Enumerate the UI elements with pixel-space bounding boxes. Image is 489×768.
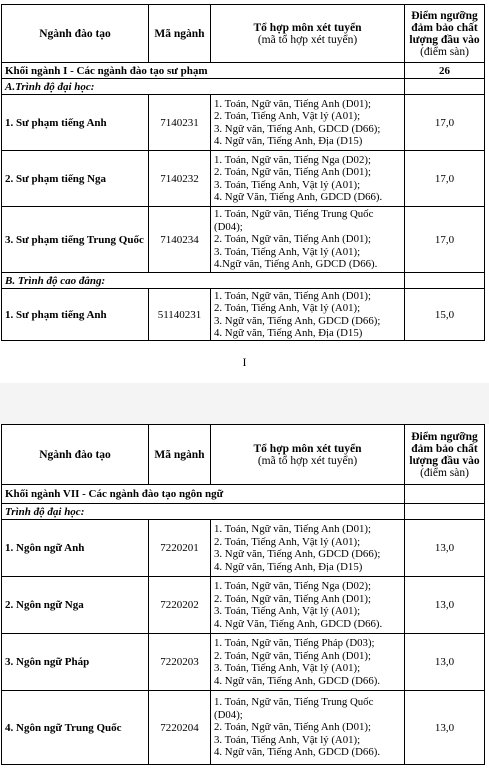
combination-item: 3. Toán, Tiếng Anh, Vật lý (A01);: [214, 733, 361, 746]
combination-item: 3. Ngữ văn, Tiếng Anh, GDCD (D66);: [214, 122, 381, 135]
header-combination-sub: (mã tổ hợp xét tuyển): [257, 33, 358, 46]
table-row: [2, 634, 485, 691]
threshold-score: 13,0: [405, 691, 485, 765]
combination-item: 3. Ngữ văn, Tiếng Anh, GDCD (D66);: [214, 548, 381, 560]
threshold-score: 13,0: [405, 577, 485, 634]
combination-list: [211, 634, 405, 691]
combination-item: 1. Toán, Ngữ văn, Tiếng Trung Quốc: [214, 696, 374, 709]
threshold-score: 13,0: [405, 520, 485, 577]
combination-item: 2. Toán, Ngữ văn, Tiếng Anh (D01);: [214, 721, 371, 734]
combination-item: 4.Ngữ văn, Tiếng Anh, GDCD (D66).: [214, 258, 378, 271]
combination-item: 2. Toán, Ngữ văn, Tiếng Anh (D01);: [214, 233, 371, 246]
combination-list: [211, 151, 405, 207]
major-code: 7140232: [149, 151, 211, 207]
table-row: [2, 151, 485, 207]
combination-list: [211, 207, 405, 273]
combination-list: [211, 520, 405, 577]
table-header-row: [2, 425, 485, 485]
combination-item: 3. Ngữ văn, Tiếng Anh, GDCD (D66);: [214, 314, 381, 327]
combination-item: 2. Toán, Tiếng Anh, Vật lý (A01);: [214, 110, 361, 122]
header-combination: [211, 425, 405, 485]
combination-item: 2. Toán, Tiếng Anh, Vật lý (A01);: [214, 535, 361, 548]
table-row: [2, 207, 485, 273]
combination-item: 2. Toán, Ngữ văn, Tiếng Anh (D01);: [214, 592, 371, 605]
header-threshold-line: lượng đầu vào: [409, 33, 480, 46]
table-row: [2, 520, 485, 577]
level-title: Trình độ đại học:: [2, 504, 405, 520]
major-name: 1. Ngôn ngữ Anh: [2, 520, 149, 577]
header-combination-title: Tổ hợp môn xét tuyển: [253, 21, 362, 34]
header-threshold-line: đảm bảo chất: [411, 442, 478, 455]
combination-item: 1. Toán, Ngữ văn, Tiếng Trung Quốc: [214, 208, 374, 221]
group-score: [405, 485, 485, 504]
combination-item: 4. Ngữ văn, Tiếng Anh, Địa (D15): [214, 560, 363, 573]
threshold-score: 17,0: [405, 151, 485, 207]
combination-item: 1. Toán, Ngữ văn, Tiếng Anh (D01);: [214, 97, 371, 110]
level-empty-cell: [405, 273, 485, 289]
table-row: [2, 691, 485, 765]
header-combination-title: Tổ hợp môn xét tuyển: [253, 442, 362, 455]
header-combination-sub: (mã tổ hợp xét tuyển): [257, 454, 358, 467]
combination-item: 4. Ngữ văn, Tiếng Anh, GDCD (D66).: [214, 746, 381, 759]
header-threshold-line: Điểm ngưỡng: [411, 9, 478, 22]
level-row: [2, 504, 485, 520]
major-name: 4. Ngôn ngữ Trung Quốc: [2, 691, 149, 765]
combination-item: 3. Toán, Tiếng Anh, Vật lý (A01);: [214, 245, 361, 258]
threshold-score: 17,0: [405, 207, 485, 273]
major-name: 1. Sư phạm tiếng Anh: [2, 95, 149, 151]
document-page-2: [0, 424, 489, 768]
combination-item: (D04);: [214, 220, 243, 233]
header-threshold: [405, 5, 485, 63]
page-separator: [0, 383, 489, 424]
combination-item: 3. Toán, Tiếng Anh, Vật lý (A01);: [214, 178, 361, 191]
level-row: [2, 273, 485, 289]
header-major: Ngành đào tạo: [2, 5, 149, 63]
combination-item: 4. Ngữ Văn, Tiếng Anh, GDCD (D66).: [214, 191, 383, 203]
header-combination: [211, 5, 405, 63]
combination-item: (D04);: [214, 708, 243, 721]
major-code: 7140231: [149, 95, 211, 151]
major-name: 1. Sư phạm tiếng Anh: [2, 289, 149, 341]
combination-item: 4. Ngữ Văn, Tiếng Anh, GDCD (D66).: [214, 617, 383, 630]
group-score: 26: [405, 63, 485, 79]
level-row: [2, 79, 485, 95]
table-header-row: [2, 5, 485, 63]
major-code: 7140234: [149, 207, 211, 273]
major-code: 7220203: [149, 634, 211, 691]
threshold-score: 13,0: [405, 634, 485, 691]
level-empty-cell: [405, 79, 485, 95]
header-threshold: [405, 425, 485, 485]
combination-item: 1. Toán, Ngữ văn, Tiếng Pháp (D03);: [214, 637, 375, 649]
combination-list: [211, 95, 405, 151]
header-major: Ngành đào tạo: [2, 425, 149, 485]
header-code: Mã ngành: [149, 425, 211, 485]
major-name: 2. Ngôn ngữ Nga: [2, 577, 149, 634]
combination-item: 1. Toán, Ngữ văn, Tiếng Anh (D01);: [214, 523, 371, 535]
combination-item: 3. Toán, Tiếng Anh, Vật lý (A01);: [214, 605, 361, 617]
combination-item: 4. Ngữ văn, Tiếng Anh, Địa (D15): [214, 327, 363, 339]
major-name: 2. Sư phạm tiếng Nga: [2, 151, 149, 207]
header-threshold-line: Điểm ngưỡng: [411, 430, 478, 443]
combination-item: 2. Toán, Tiếng Anh, Vật lý (A01);: [214, 302, 361, 314]
header-threshold-line: đảm bảo chất: [411, 21, 478, 34]
threshold-score: 15,0: [405, 289, 485, 341]
combination-item: 4. Ngữ văn, Tiếng Anh, GDCD (D66).: [214, 674, 381, 687]
table-row: [2, 95, 485, 151]
combination-list: [211, 289, 405, 341]
major-code: 51140231: [149, 289, 211, 341]
admission-table-2: [1, 424, 485, 765]
header-code: Mã ngành: [149, 5, 211, 63]
combination-list: [211, 577, 405, 634]
major-code: 7220202: [149, 577, 211, 634]
header-threshold-line: lượng đầu vào: [409, 454, 480, 467]
group-title: Khối ngành I - Các ngành đào tạo sư phạm: [2, 63, 405, 79]
combination-item: 1. Toán, Ngữ văn, Tiếng Nga (D02);: [214, 580, 371, 592]
combination-item: 3. Toán, Tiếng Anh, Vật lý (A01);: [214, 662, 361, 674]
combination-item: 2. Toán, Ngữ văn, Tiếng Anh (D01);: [214, 166, 371, 178]
major-code: 7220201: [149, 520, 211, 577]
group-title: Khối ngành VII - Các ngành đào tạo ngôn ngữ: [2, 485, 405, 504]
group-row: [2, 485, 485, 504]
major-name: 3. Sư phạm tiếng Trung Quốc: [2, 207, 149, 273]
threshold-score: 17,0: [405, 95, 485, 151]
combination-item: 2. Toán, Ngữ văn, Tiếng Anh (D01);: [214, 649, 371, 662]
table-row: [2, 577, 485, 634]
group-row: [2, 63, 485, 79]
combination-item: 1. Toán, Ngữ văn, Tiếng Nga (D02);: [214, 153, 371, 166]
header-threshold-line: (điểm sàn): [420, 466, 469, 479]
major-name: 3. Ngôn ngữ Pháp: [2, 634, 149, 691]
combination-item: 4. Ngữ văn, Tiếng Anh, Địa (D15): [214, 135, 363, 147]
level-title: B. Trình độ cao đẳng:: [2, 273, 405, 289]
page-number: I: [242, 355, 247, 369]
combination-item: 1. Toán, Ngữ văn, Tiếng Anh (D01);: [214, 289, 371, 302]
table-row: [2, 289, 485, 341]
level-title: A.Trình độ đại học:: [2, 79, 405, 95]
admission-table-1: [1, 4, 485, 341]
combination-list: [211, 691, 405, 765]
major-code: 7220204: [149, 691, 211, 765]
header-threshold-line: (điểm sàn): [420, 45, 469, 58]
level-empty-cell: [405, 504, 485, 520]
document-page-1: [0, 0, 489, 383]
